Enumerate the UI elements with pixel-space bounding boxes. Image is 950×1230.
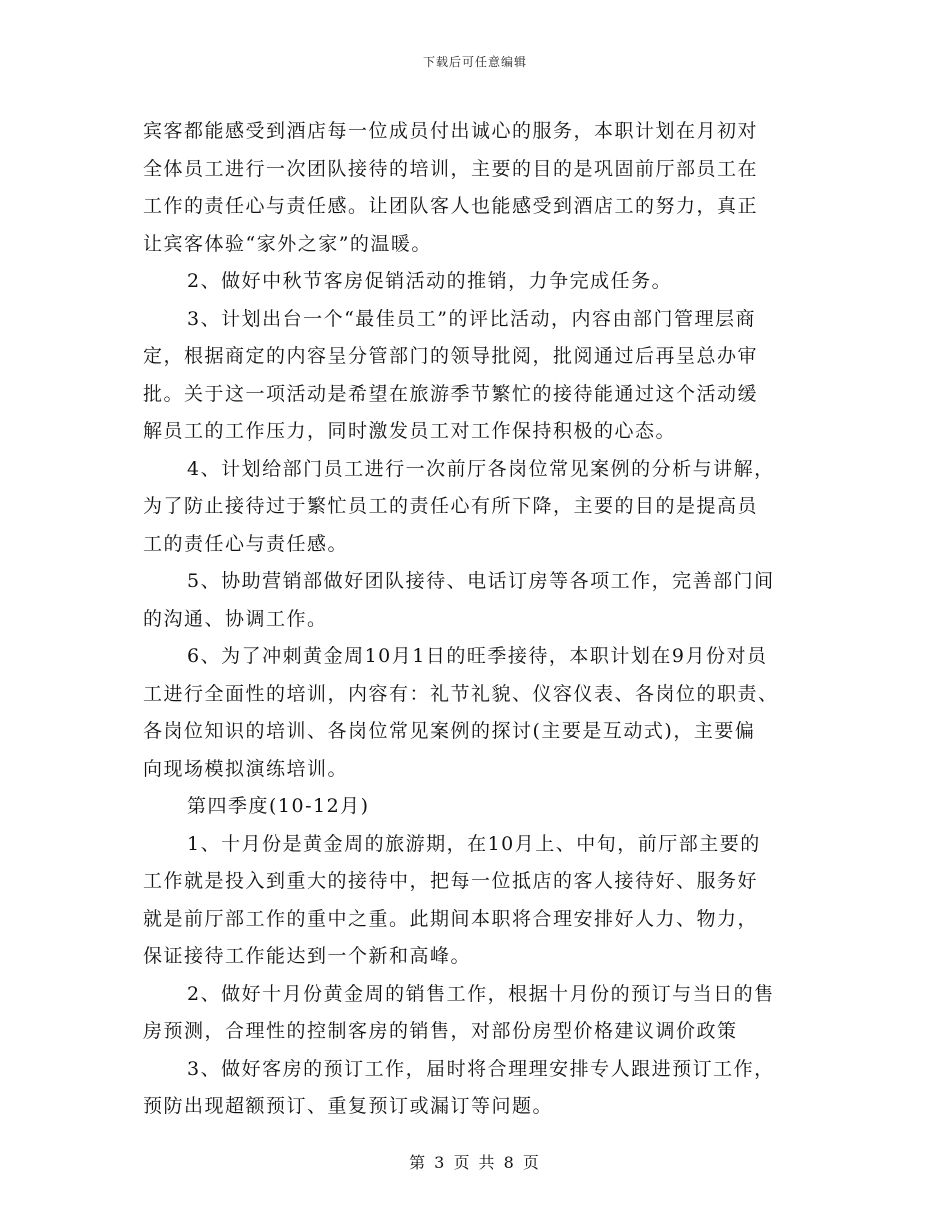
text-line: 的沟通、协调工作。 xyxy=(143,607,328,630)
text-line: 全体员工进行一次团队接待的培训，主要的目的是巩固前厅部员工在 xyxy=(143,157,759,180)
paragraph-start: 5、协助营销部做好团队接待、电话订房等各项工作，完善部门间 xyxy=(187,570,775,592)
document-body xyxy=(143,113,813,1126)
section-heading: 第四季度(10-12月) xyxy=(187,795,370,817)
text-line: 保证接待工作能达到一个新和高峰。 xyxy=(143,945,472,967)
page-header: 下载后可任意编辑 xyxy=(422,55,527,69)
paragraph-start: 6、为了冲刺黄金周10月1日的旺季接待，本职计划在9月份对员 xyxy=(187,645,768,667)
paragraph-start: 2、做好十月份黄金周的销售工作，根据十月份的预订与当日的售 xyxy=(187,982,775,1005)
text-line: 解员工的工作压力，同时激发员工对工作保持积极的心态。 xyxy=(143,420,677,442)
text-line: 定，根据商定的内容呈分管部门的领导批阅，批阅通过后再呈总办审 xyxy=(143,345,759,367)
paragraph-start: 2、做好中秋节客房促销活动的推销，力争完成任务。 xyxy=(187,270,673,292)
text-line: 预防出现超额预订、重复预订或漏订等问题。 xyxy=(143,1095,554,1117)
text-line: 工的责任心与责任感。 xyxy=(143,532,349,555)
text-line: 工进行全面性的培训，内容有：礼节礼貌、仪容仪表、各岗位的职责、 xyxy=(143,682,779,705)
text-line: 批。关于这一项活动是希望在旅游季节繁忙的接待能通过这个活动缓 xyxy=(143,382,759,405)
text-line: 向现场模拟演练培训。 xyxy=(143,757,349,780)
paragraph-start: 4、计划给部门员工进行一次前厅各岗位常见案例的分析与讲解， xyxy=(187,457,775,480)
paragraph-start: 3、做好客房的预订工作，届时将合理理安排专人跟进预订工作， xyxy=(187,1057,775,1080)
text-line: 工作就是投入到重大的接待中，把每一位抵店的客人接待好、服务好 xyxy=(143,870,759,892)
text-line: 工作的责任心与责任感。让团队客人也能感受到酒店工的努力，真正 xyxy=(143,195,759,217)
page-footer: 第 3 页 共 8 页 xyxy=(409,1153,541,1172)
text-line: 各岗位知识的培训、各岗位常见案例的探讨(主要是互动式)，主要偏 xyxy=(143,720,756,742)
text-line: 为了防止接待过于繁忙员工的责任心有所下降，主要的目的是提高员 xyxy=(143,495,759,517)
paragraph-start: 3、计划出台一个“最佳员工”的评比活动，内容由部门管理层商 xyxy=(187,307,757,330)
text-line: 宾客都能感受到酒店每一位成员付出诚心的服务，本职计划在月初对 xyxy=(143,120,759,142)
text-line: 让宾客体验“家外之家”的温暖。 xyxy=(143,232,432,255)
text-line: 房预测，合理性的控制客房的销售，对部份房型价格建议调价政策 xyxy=(143,1020,738,1042)
paragraph-start: 1、十月份是黄金周的旅游期，在10月上、中旬，前厅部主要的 xyxy=(187,832,761,855)
text-line: 就是前厅部工作的重中之重。此期间本职将合理安排好人力、物力， xyxy=(143,907,759,930)
